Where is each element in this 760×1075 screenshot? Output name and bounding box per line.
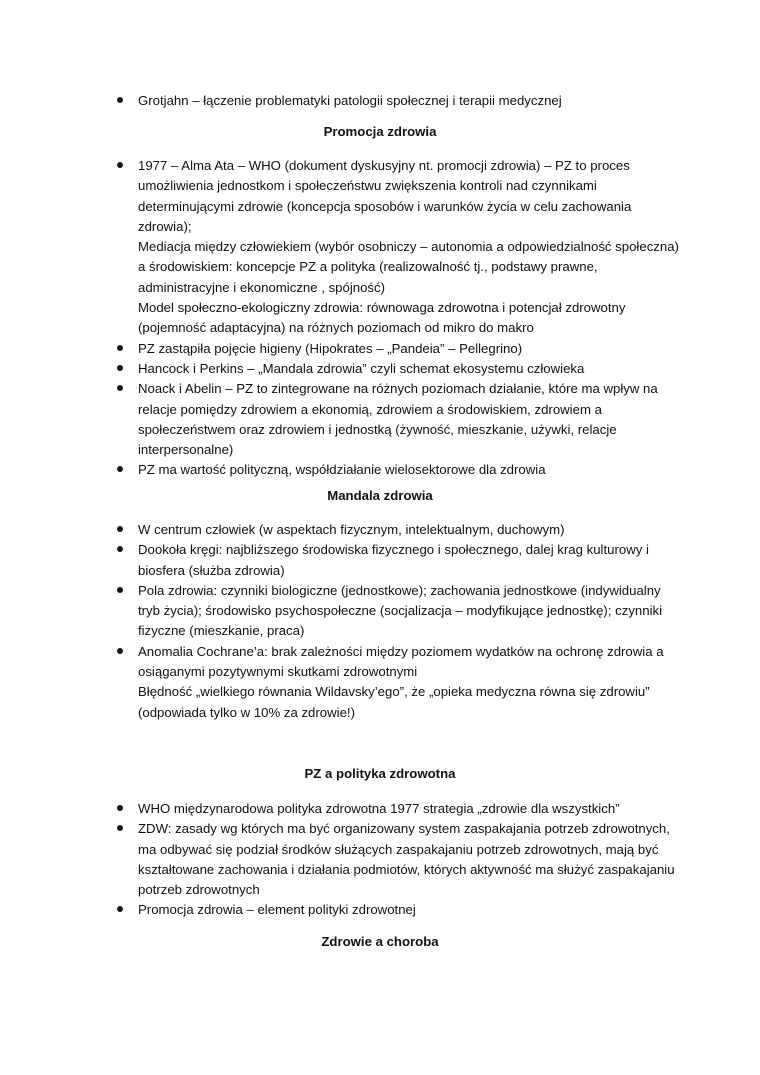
item-line: PZ zastąpiła pojęcie higieny (Hipokrates – „Pandeia” – Pellegrino) [138, 340, 523, 356]
section-heading-promocja-zdrowia: Promocja zdrowia [323, 124, 437, 139]
bullet-icon [117, 526, 123, 532]
bullet-icon [117, 345, 123, 351]
item-line: Pola zdrowia: czynniki biologiczne (jednostkowe); zachowania jednostkowe (indywidualny [138, 582, 661, 598]
item-line: interpersonalne) [138, 442, 234, 458]
bullet-icon [117, 97, 123, 103]
bullet-icon [117, 906, 123, 912]
item-line: PZ ma wartość polityczną, współdziałanie wielosektorowe dla zdrowia [138, 462, 546, 478]
bullet-icon [117, 365, 123, 371]
section-heading-zdrowie-a-choroba: Zdrowie a choroba [321, 934, 439, 949]
item-line: relacje pomiędzy zdrowiem a ekonomią, zdrowiem a środowiskiem, zdrowiem a [138, 401, 602, 417]
promocja-zdrowia-list [0, 156, 760, 481]
pz-a-polityka-list [0, 799, 760, 921]
list-item [0, 540, 760, 581]
item-line: (odpowiada tylko w 10% za zdrowie!) [138, 704, 355, 720]
item-line: WHO międzynarodowa polityka zdrowotna 1977 strategia „zdrowie dla wszystkich” [138, 801, 620, 816]
item-line: zdrowia); [138, 218, 192, 234]
item-line: potrzeb zdrowotnych [138, 882, 260, 898]
item-line: Hancock i Perkins – „Mandala zdrowia” czyli schemat ekosystemu człowieka [138, 360, 585, 376]
bullet-icon [117, 385, 123, 391]
item-line: ma odbywać się podział środków służących zaspakajaniu potrzeb zdrowotnych, mają być [138, 841, 659, 857]
item-line: (pojemność adaptacyjna) na różnych poziomach od mikro do makro [138, 320, 534, 336]
item-line: Grotjahn – łączenie problematyki patologii społecznej i terapii medycznej [138, 93, 562, 108]
list-item [0, 642, 760, 723]
list-item [0, 520, 760, 540]
item-line: Błędność „wielkiego równania Wildavsky’ego”, że „opieka medyczna równa się zdrowiu” [138, 684, 650, 700]
mandala-zdrowia-list [0, 520, 760, 723]
intro-list [0, 91, 760, 111]
list-item [0, 359, 760, 379]
bullet-icon [117, 648, 123, 654]
item-line: społeczeństwem oraz zdrowiem i jednostką (żywność, mieszkanie, używki, relacje [138, 421, 617, 437]
item-line: umożliwienia jednostkom i społeczeństwu zwiększenia kontroli nad czynnikami [138, 178, 597, 194]
list-item [0, 91, 760, 111]
bullet-icon [117, 805, 123, 811]
item-line: osiąganymi pozytywnymi skutkami zdrowotnymi [138, 664, 418, 680]
list-item [0, 900, 760, 920]
list-item [0, 799, 760, 819]
list-item [0, 819, 760, 900]
item-line: 1977 – Alma Ata – WHO (dokument dyskusyjny nt. promocji zdrowia) – PZ to proces [138, 158, 630, 173]
item-line: Anomalia Cochrane’a: brak zależności między poziomem wydatków na ochronę zdrowia a [138, 643, 664, 659]
list-item [0, 339, 760, 359]
item-line: W centrum człowiek (w aspektach fizycznym, intelektualnym, duchowym) [138, 522, 565, 537]
item-line: ZDW: zasady wg których ma być organizowany system zaspakajania potrzeb zdrowotnych, [138, 821, 670, 837]
item-line: administracyjne i ekonomiczne , spójność) [138, 279, 386, 295]
bullet-icon [117, 546, 123, 552]
item-line: tryb życia); środowisko psychospołeczne (socjalizacja – modyfikujące jednostkę); czynniki [138, 603, 663, 619]
item-line: biosfera (służba zdrowia) [138, 562, 285, 578]
item-line: Model społeczno-ekologiczny zdrowia: równowaga zdrowotna i potencjał zdrowotny [138, 300, 626, 316]
item-line: fizyczne (mieszkanie, praca) [138, 623, 305, 639]
section-heading-mandala-zdrowia: Mandala zdrowia [327, 488, 433, 503]
section-heading-pz-a-polityka-zdrowotna: PZ a polityka zdrowotna [304, 766, 456, 781]
item-line: Mediacja między człowiekiem (wybór osobniczy – autonomia a odpowiedzialność społeczna) [138, 239, 679, 255]
list-item [0, 581, 760, 642]
list-item [0, 379, 760, 460]
bullet-icon [117, 162, 123, 168]
item-line: Dookoła kręgi: najbliższego środowiska fizycznego i społecznego, dalej krag kulturowy i [138, 542, 649, 558]
item-line: determinującymi zdrowie (koncepcja sposobów i warunków życia w celu zachowania [138, 198, 632, 214]
item-line: a środowiskiem: koncepcje PZ a polityka (realizowalność tj., podstawy prawne, [138, 259, 598, 275]
bullet-icon [117, 466, 123, 472]
item-line: Noack i Abelin – PZ to zintegrowane na różnych poziomach działanie, które ma wpływ na [138, 381, 658, 397]
item-line: Promocja zdrowia – element polityki zdrowotnej [138, 902, 416, 918]
list-item [0, 156, 760, 339]
item-line: kształtowane zachowania i działania podmiotów, których aktywność ma służyć zaspakajaniu [138, 861, 675, 877]
bullet-icon [117, 587, 123, 593]
list-item [0, 460, 760, 480]
bullet-icon [117, 825, 123, 831]
